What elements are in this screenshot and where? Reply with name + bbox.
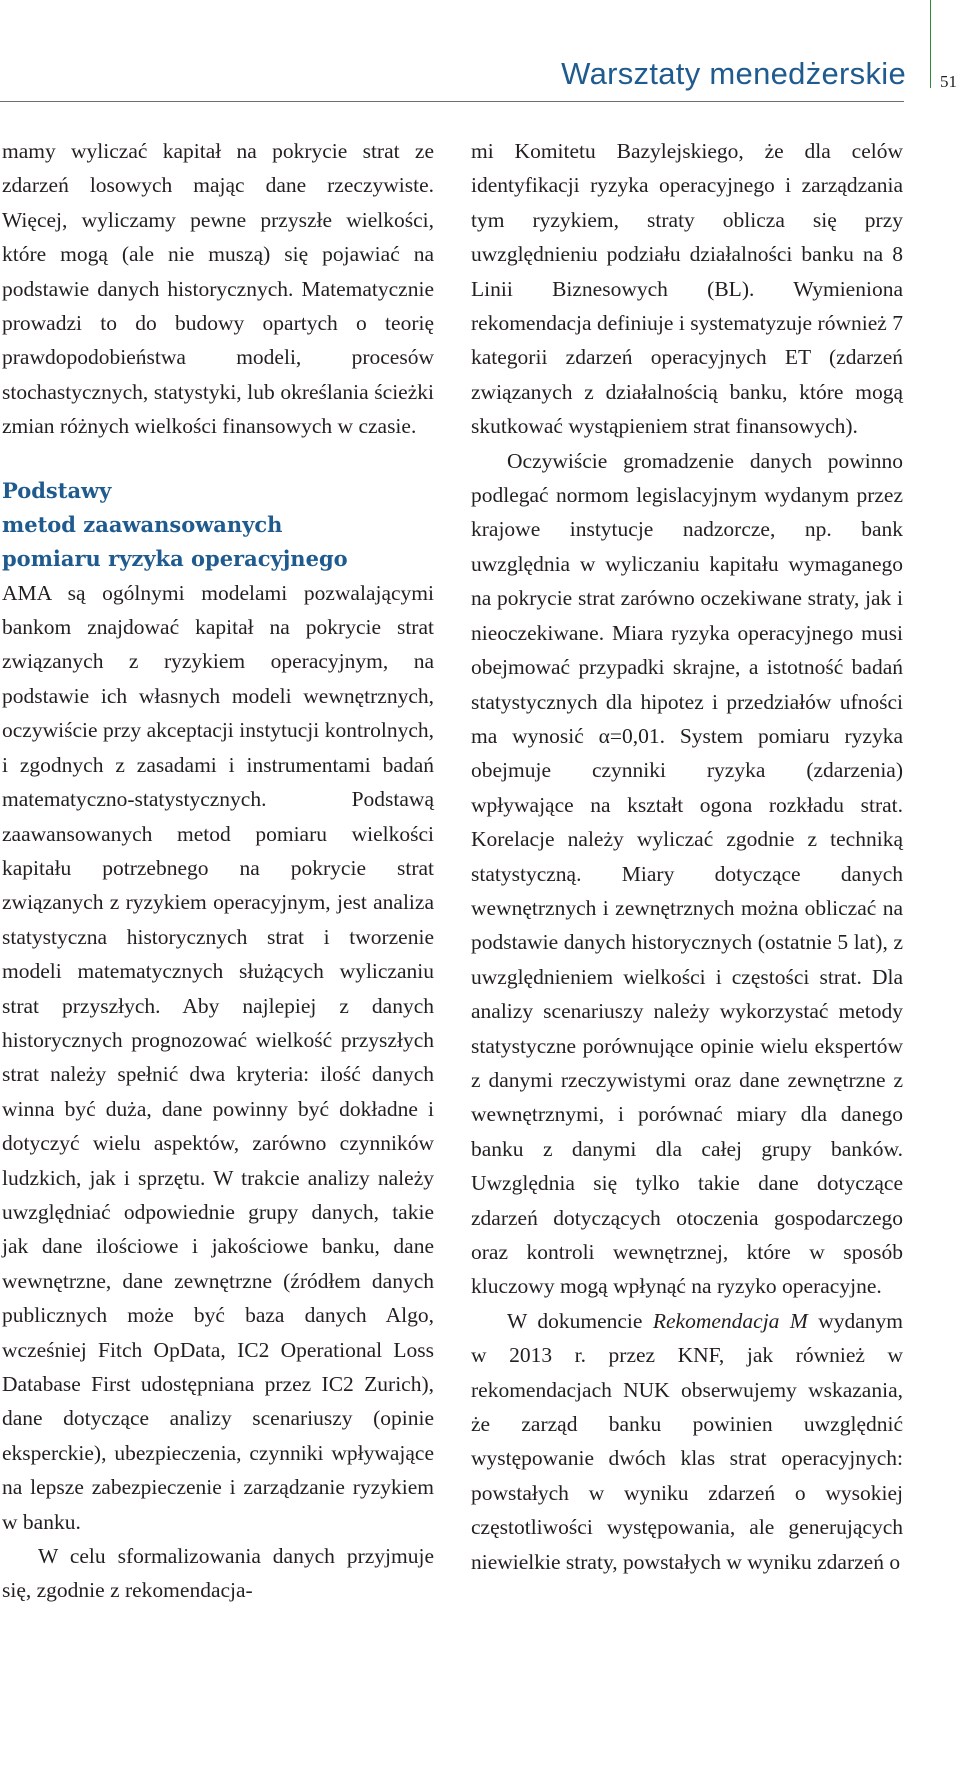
heading-line-3: pomiaru ryzyka operacyjnego	[2, 545, 348, 571]
left-column	[2, 134, 434, 1608]
right-paragraph-2: Oczywiście gromadzenie danych powinno podlegać normom legislacyjnym wydanym przez krajowe instytucje nadzorcze, np. bank uwzględnia w wyliczaniu kapitału wymaganego na pokrycie strat zarówno oczekiwane straty, jak i nieoczekiwane. Miara ryzyka operacyjnego musi obejmować przypadki skrajne, a istotność badań statystycznych dla hipotez i przedziałów ufności ma wynosić α=0,01. System pomiaru ryzyka obejmuje czynniki ryzyka (zdarzenia) wpływające na kształt ogona rozkładu strat. Korelacje należy wyliczać zgodnie z techniką statystyczną. Miary dotyczące danych wewnętrznych i zewnętrznych można obliczać na podstawie danych historycznych (ostatnie 5 lat), z uwzględnieniem wielkości i częstości strat. Dla analizy scenariuszy należy wykorzystać metody statystyczne porównujące opinie wielu ekspertów z danymi rzeczywistymi oraz dane zewnętrzne z wewnętrznymi, i porównać miary dla danego banku z danymi dla całej grupy banków. Uwzględnia się tylko takie dane dotyczące zdarzeń dotyczących otoczenia gospodarczego oraz kontroli wewnętrznej, które w sposób kluczowy mogą wpłynąć na ryzyko operacyjne.	[471, 448, 903, 1299]
heading-line-2: metod zaawansowanych	[2, 511, 283, 537]
document-title-italic: Rekomendacja M	[652, 1308, 808, 1333]
left-paragraph-2: AMA są ogólnymi modelami pozwalającymi bankom znajdować kapitał na pokrycie strat związanych z ryzykiem operacyjnym, na podstawie ich własnych modeli wewnętrznych, oczywiście przy akceptacji instytucji kontrolnych, i zgodnych z zasadami i instrumentami badań matematyczno-statystycznych. Podstawą zaawansowanych metod pomiaru wielkości kapitału potrzebnego na pokrycie strat związanych z ryzykiem operacyjnym, jest analiza statystyczna historycznych strat i tworzenie modeli matematycznych służących wyliczaniu strat przyszłych. Aby najlepiej z danych historycznych prognozować wielkość przyszłych strat należy spełnić dwa kryteria: ilość danych winna być duża, dane powinny być dokładne i dotyczyć wielu aspektów, zarówno czynników ludzkich, jak i sprzętu. W trakcie analizy należy uwzględniać odpowiednie grupy danych, takie jak dane ilościowe i jakościowe banku, dane wewnętrzne, dane zewnętrzne (źródłem danych publicznych może być baza danych Algo, wcześniej Fitch OpData, IC2 Operational Loss Database First udostępniana przez IC2 Zurich), dane dotyczące analizy scenariuszy (opinie eksperckie), ubezpieczenia, czynniki wpływające na lepsze zabezpieczenie i zarządzanie ryzykiem w banku.	[2, 580, 434, 1534]
right-column	[471, 134, 903, 1579]
vertical-rule	[930, 0, 931, 88]
heading-line-1: Podstawy	[2, 477, 112, 503]
right-paragraph-3-start: W dokumencie	[507, 1308, 653, 1333]
header-rule	[0, 101, 904, 102]
section-heading	[2, 474, 434, 576]
page-number: 51	[940, 72, 957, 91]
right-paragraph-1: mi Komitetu Bazylejskiego, że dla celów identyfikacji ryzyka operacyjnego i zarządzania tym ryzykiem, straty oblicza się przy uwzględnieniu podziału działalności banku na 8 Linii Biznesowych (BL). Wymieniona rekomendacja definiuje i systematyzuje również 7 kategorii zdarzeń operacyjnych ET (zdarzeń związanych z działalnością banku, które mogą skutkować wystąpieniem strat finansowych).	[471, 139, 903, 439]
left-paragraph-1: mamy wyliczać kapitał na pokrycie strat ze zdarzeń losowych mając dane rzeczywiste. Więcej, wyliczamy pewne przyszłe wielkości, które mogą (ale nie muszą) się pojawiać na podstawie danych historycznych. Matematycznie prowadzi to do budowy opartych o teorię prawdopodobieństwa modeli, procesów stochastycznych, statystyki, lub określania ścieżki zmian różnych wielkości finansowych w czasie.	[2, 139, 434, 439]
left-paragraph-3: W celu sformalizowania danych przyjmuje się, zgodnie z rekomendacja-	[2, 1544, 434, 1603]
section-title: Warsztaty menedżerskie	[561, 56, 906, 91]
right-paragraph-3-rest: wydanym w 2013 r. przez KNF, jak również w rekomendacjach NUK obserwujemy wskazania, że zarząd banku powinien uwzględnić występowanie dwóch klas strat operacyjnych: powstałych w wyniku zdarzeń o wysokiej częstotliwości występowania, ale generujących niewielkie straty, powstałych w wyniku zdarzeń o	[471, 1308, 903, 1574]
right-paragraph-3	[471, 1304, 903, 1579]
